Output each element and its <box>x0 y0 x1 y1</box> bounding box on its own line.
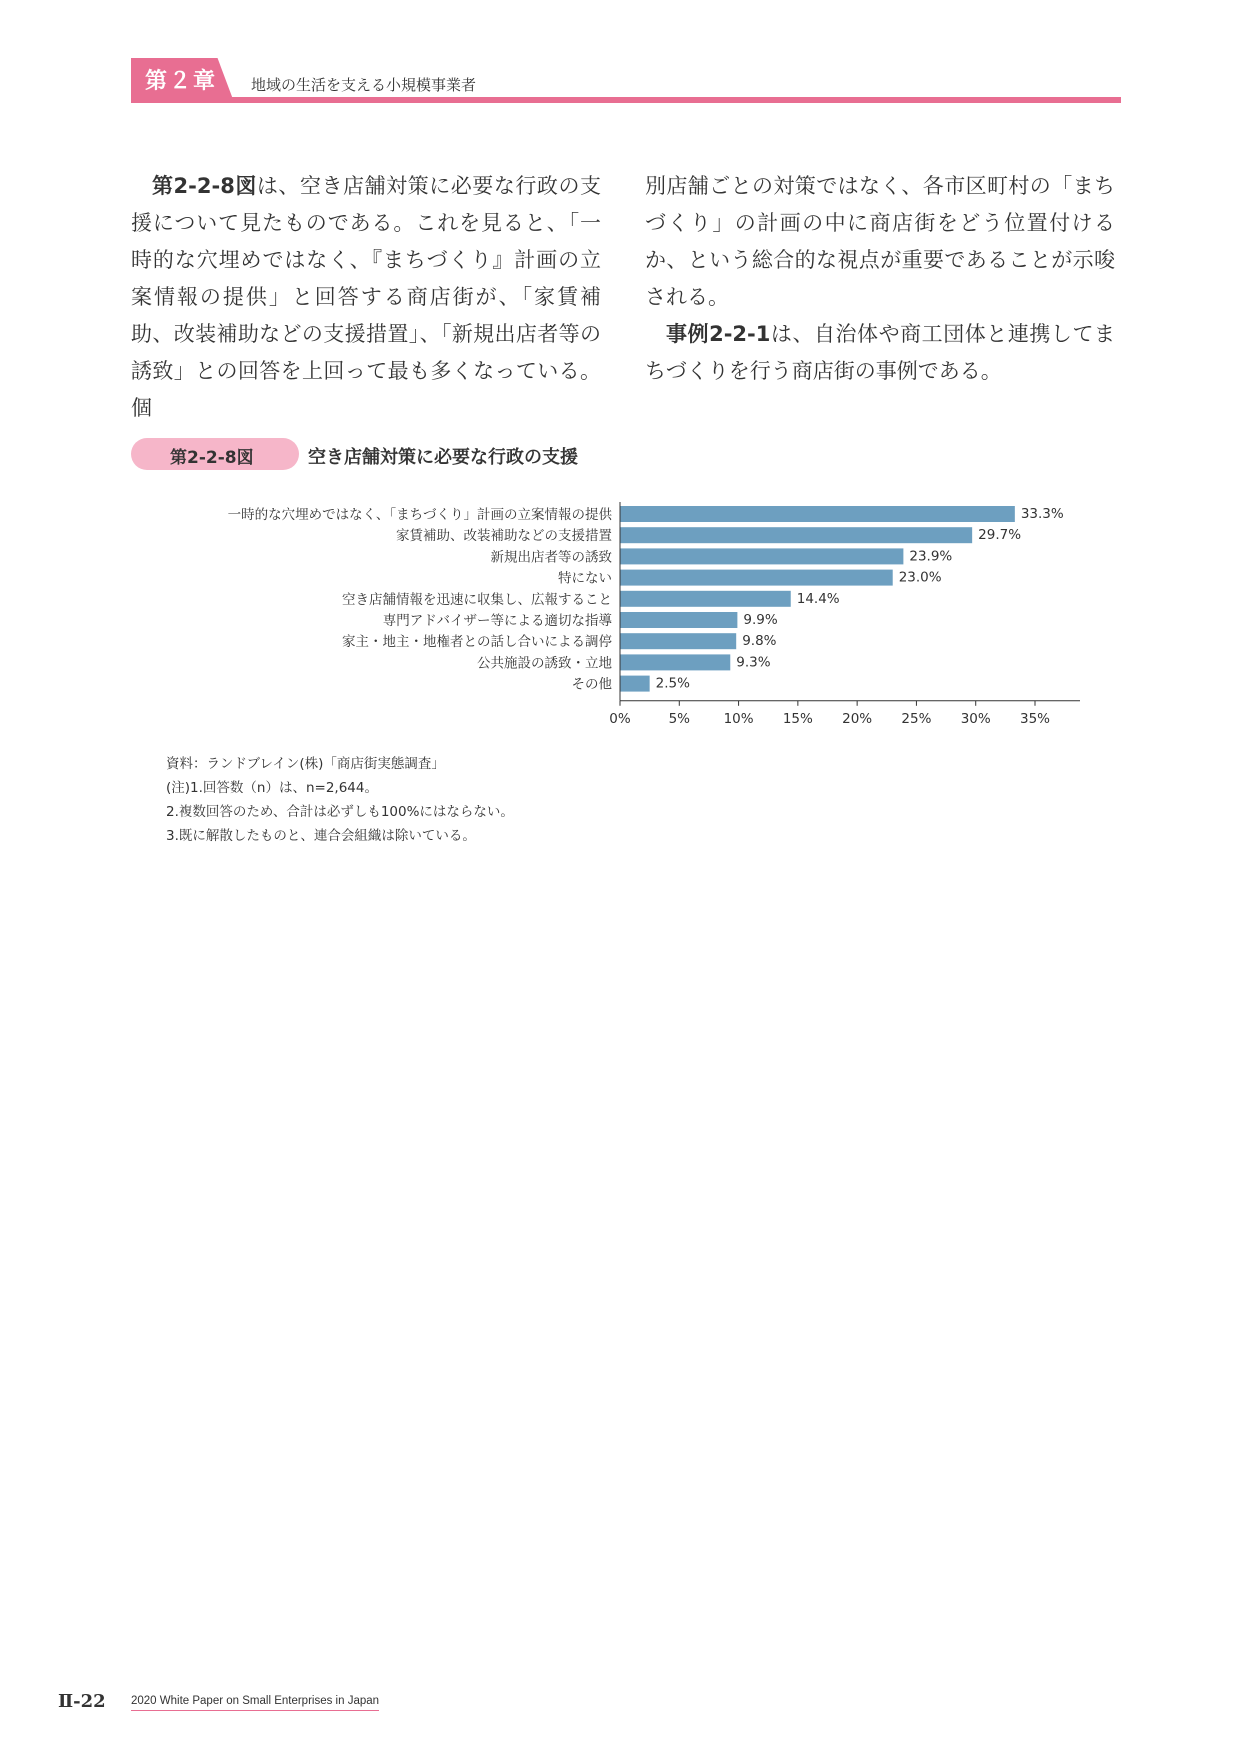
data-label: 9.9% <box>743 612 778 628</box>
note-item: 2.複数回答のため、合計は必ずしも100%にはならない。 <box>166 804 514 820</box>
figure-number: 第2-2-8図 <box>170 448 254 468</box>
x-tick-label: 5% <box>668 710 690 727</box>
bar <box>620 633 736 649</box>
note-item: 3.既に解散したものと、連合会組織は除いている。 <box>166 828 476 844</box>
note-source: 資料：ランドブレイン(株)「商店街実態調査」 <box>166 756 445 772</box>
x-tick-label: 35% <box>1019 710 1051 727</box>
figure-reference: 第2-2-8図 <box>152 174 257 198</box>
page-number: Ⅱ-22 <box>58 1691 106 1712</box>
data-label: 9.3% <box>736 654 771 671</box>
bar <box>620 654 730 670</box>
paragraph-text: は、自治体や商工団体と連携してまちづくりを行う商店街の事例である。 <box>645 322 1115 383</box>
x-tick-label: 30% <box>960 710 991 727</box>
paragraph-text: 別店舗ごとの対策ではなく、各市区町村の「まちづくり」の計画の中に商店街をどう位置付けるか、という総合的な視点が重要であることが示唆される。 <box>645 174 1115 309</box>
x-tick-label: 15% <box>782 710 813 727</box>
note-item: (注)1.回答数（n）は、n=2,644。 <box>166 780 378 796</box>
data-label: 33.3% <box>1020 506 1064 522</box>
paragraph-text: は、空き店舗対策に必要な行政の支援について見たものである。これを見ると、「一時的な穴埋めではなく、『まちづくり』計画の立案情報の提供」と回答する商店街が、「家賃補助、改装補助などの支援措置」、「新規出店者等の誘致」との回答を上回って最も多くなっている。個 <box>131 174 601 420</box>
category-label: 空き店舗情報を迅速に収集し、広報すること <box>342 591 612 608</box>
bar-chart <box>0 0 1241 740</box>
x-tick-label: 25% <box>901 710 932 727</box>
data-label: 23.9% <box>909 548 953 565</box>
category-label: 専門アドバイザー等による適切な指導 <box>382 613 612 629</box>
figure-title: 空き店舗対策に必要な行政の支援 <box>308 447 578 468</box>
data-label: 9.8% <box>742 633 777 650</box>
bar <box>620 570 893 586</box>
category-label: 家主・地主・地権者との話し合いによる調停 <box>342 634 612 651</box>
chapter-title: 地域の生活を支える小規模事業者 <box>251 76 477 94</box>
case-reference: 事例2-2-1 <box>666 322 771 346</box>
data-label: 2.5% <box>655 675 690 692</box>
category-label: 一時的な穴埋めではなく、「まちづくり」計画の立案情報の提供 <box>227 507 612 523</box>
category-label: 公共施設の誘致・立地 <box>477 655 612 672</box>
bar <box>620 591 791 607</box>
category-label: 特にない <box>558 570 612 587</box>
category-label: 新規出店者等の誘致 <box>490 549 612 566</box>
category-label: 家賃補助、改装補助などの支援措置 <box>396 528 612 545</box>
bar <box>620 676 650 692</box>
x-tick-label: 0% <box>609 710 631 727</box>
footer-publication: 2020 White Paper on Small Enterprises in Japan <box>131 1695 379 1711</box>
bar <box>620 548 903 564</box>
bar <box>620 612 737 628</box>
category-label: その他 <box>571 676 612 693</box>
chapter-label: 第２章 <box>145 69 218 94</box>
x-tick-label: 10% <box>723 710 754 727</box>
figure-notes <box>166 752 514 848</box>
data-label: 14.4% <box>796 590 840 607</box>
x-tick-label: 20% <box>842 710 873 727</box>
bar <box>620 527 972 543</box>
data-label: 23.0% <box>898 569 942 586</box>
data-label: 29.7% <box>978 527 1022 544</box>
bar <box>620 506 1015 522</box>
